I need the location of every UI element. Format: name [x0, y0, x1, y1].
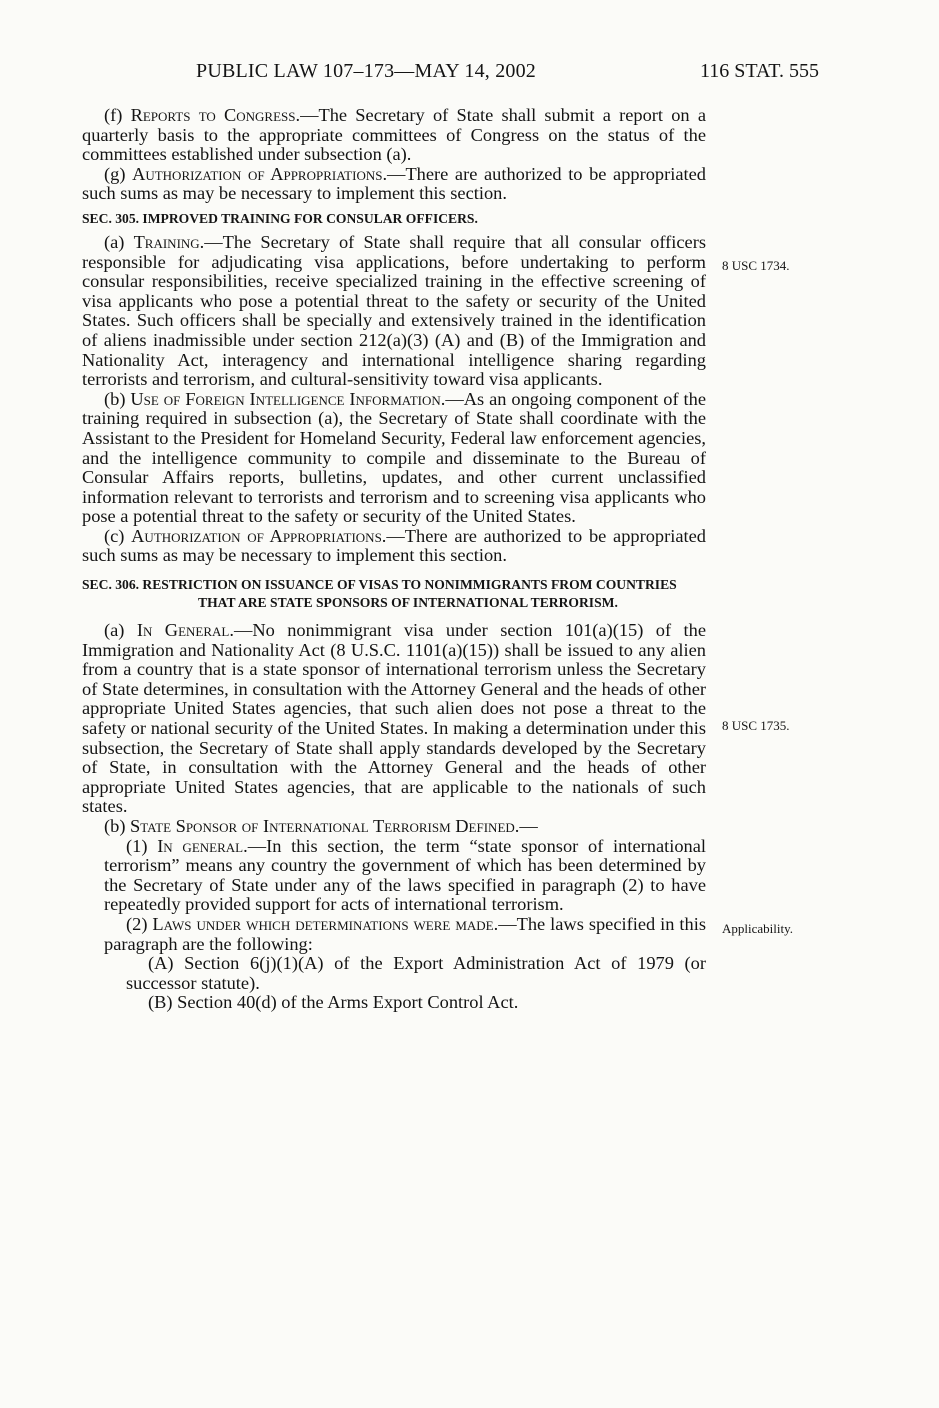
subsection-heading: Authorization of Appropriations. — [131, 525, 387, 546]
margin-note-applicability: Applicability. — [722, 921, 794, 936]
subsection-g: (g) Authorization of Appropriations.—There are authorized to be appropriated such sums as may be necessary to implement this section. — [82, 163, 706, 204]
subsection-306-a: (a) In General.—No nonimmigrant visa under section 101(a)(15) of the Immigration and Nationality Act (8 U.S.C. 1101(a)(15)) shall be issued to any alien from a country that is a state sponsor of international terrorism unless the Secretary of State determines, in consultation with the Attorney General and the heads of other appropriate United States agencies, that such alien does not pose a threat to the safety or national security of the United States. In making a determination under this subsection, the Secretary of State shall apply standards developed by the Secretary of State, in consultation with the Attorney General and the heads of other appropriate United States agencies, that are applicable to the nationals of such states. — [82, 620, 706, 817]
section-heading-306: SEC. 306. RESTRICTION ON ISSUANCE OF VISAS TO NONIMMIGRANTS FROM COUNTRIES THAT ARE STATE SPONSORS OF INTERNATIONAL TERRORISM. — [82, 577, 677, 611]
paragraph-306-b-1: (1) In general.—In this section, the term “state sponsor of international terrorism” means any country the government of which has been determined by the Secretary of State under any of the laws specified in paragraph (2) to have repeatedly provided support for acts of international terrorism. — [104, 835, 707, 915]
paragraph-heading: In general. — [157, 835, 248, 856]
paragraph-heading: Laws under which determinations were made. — [152, 913, 499, 934]
margin-note-sec305: 8 USC 1734. — [722, 258, 790, 273]
page-number: 116 STAT. 555 — [700, 60, 819, 82]
running-header-title: PUBLIC LAW 107–173—MAY 14, 2002 — [196, 60, 536, 82]
section-heading-305: SEC. 305. IMPROVED TRAINING FOR CONSULAR OFFICERS. — [82, 210, 478, 226]
margin-note-sec306: 8 USC 1735. — [722, 718, 790, 733]
subsection-heading: Training. — [133, 231, 205, 252]
subsection-heading: Use of Foreign Intelligence Information. — [130, 388, 446, 409]
subsection-f: (f) Reports to Congress.—The Secretary of State shall submit a report on a quarterly basis to the appropriate committees of Congress on the status of the committees established under subsection (a). — [82, 105, 706, 165]
subsection-heading: Reports to Congress. — [130, 105, 301, 125]
subsection-heading: State Sponsor of International Terrorism Defined. — [130, 816, 520, 836]
subsection-heading: In General. — [136, 620, 234, 641]
subsection-305-c: (c) Authorization of Appropriations.—There are authorized to be appropriated such sums as may be necessary to implement this section. — [82, 525, 706, 566]
subsection-heading: Authorization of Appropriations. — [132, 163, 388, 184]
document-body — [82, 106, 706, 1013]
subparagraph-A: (A) Section 6(j)(1)(A) of the Export Administration Act of 1979 (or successor statute). — [126, 953, 706, 993]
subsection-306-b: (b) State Sponsor of International Terrorism Defined.— — [104, 816, 538, 836]
subsection-305-b: (b) Use of Foreign Intelligence Information.—As an ongoing component of the training required in subsection (a), the Secretary of State shall coordinate with the Assistant to the President for Homeland Security, Federal law enforcement agencies, and the intelligence community to compile and disseminate to the Bureau of Consular Affairs reports, bulletins, updates, and other current unclassified information relevant to terrorists and terrorism and to screening visa applicants who pose a potential threat to the safety or security of the United States. — [82, 388, 706, 527]
subsection-305-a: (a) Training.—The Secretary of State shall require that all consular officers responsible for adjudicating visa applications, before undertaking to perform consular responsibilities, receive specialized training in the effective screening of visa applicants who pose a potential threat to the safety or security of the United States. Such officers shall be specially and extensively trained in the identification of aliens inadmissible under section 212(a)(3) (A) and (B) of the Immigration and Nationality Act, interagency and international intelligence sharing regarding terrorists and terrorism, and cultural-sensitivity toward visa applicants. — [82, 231, 706, 390]
paragraph-306-b-2: (2) Laws under which determinations were made.—The laws specified in this paragraph are the following: — [104, 913, 706, 954]
subparagraph-B: (B) Section 40(d) of the Arms Export Control Act. — [148, 992, 519, 1013]
